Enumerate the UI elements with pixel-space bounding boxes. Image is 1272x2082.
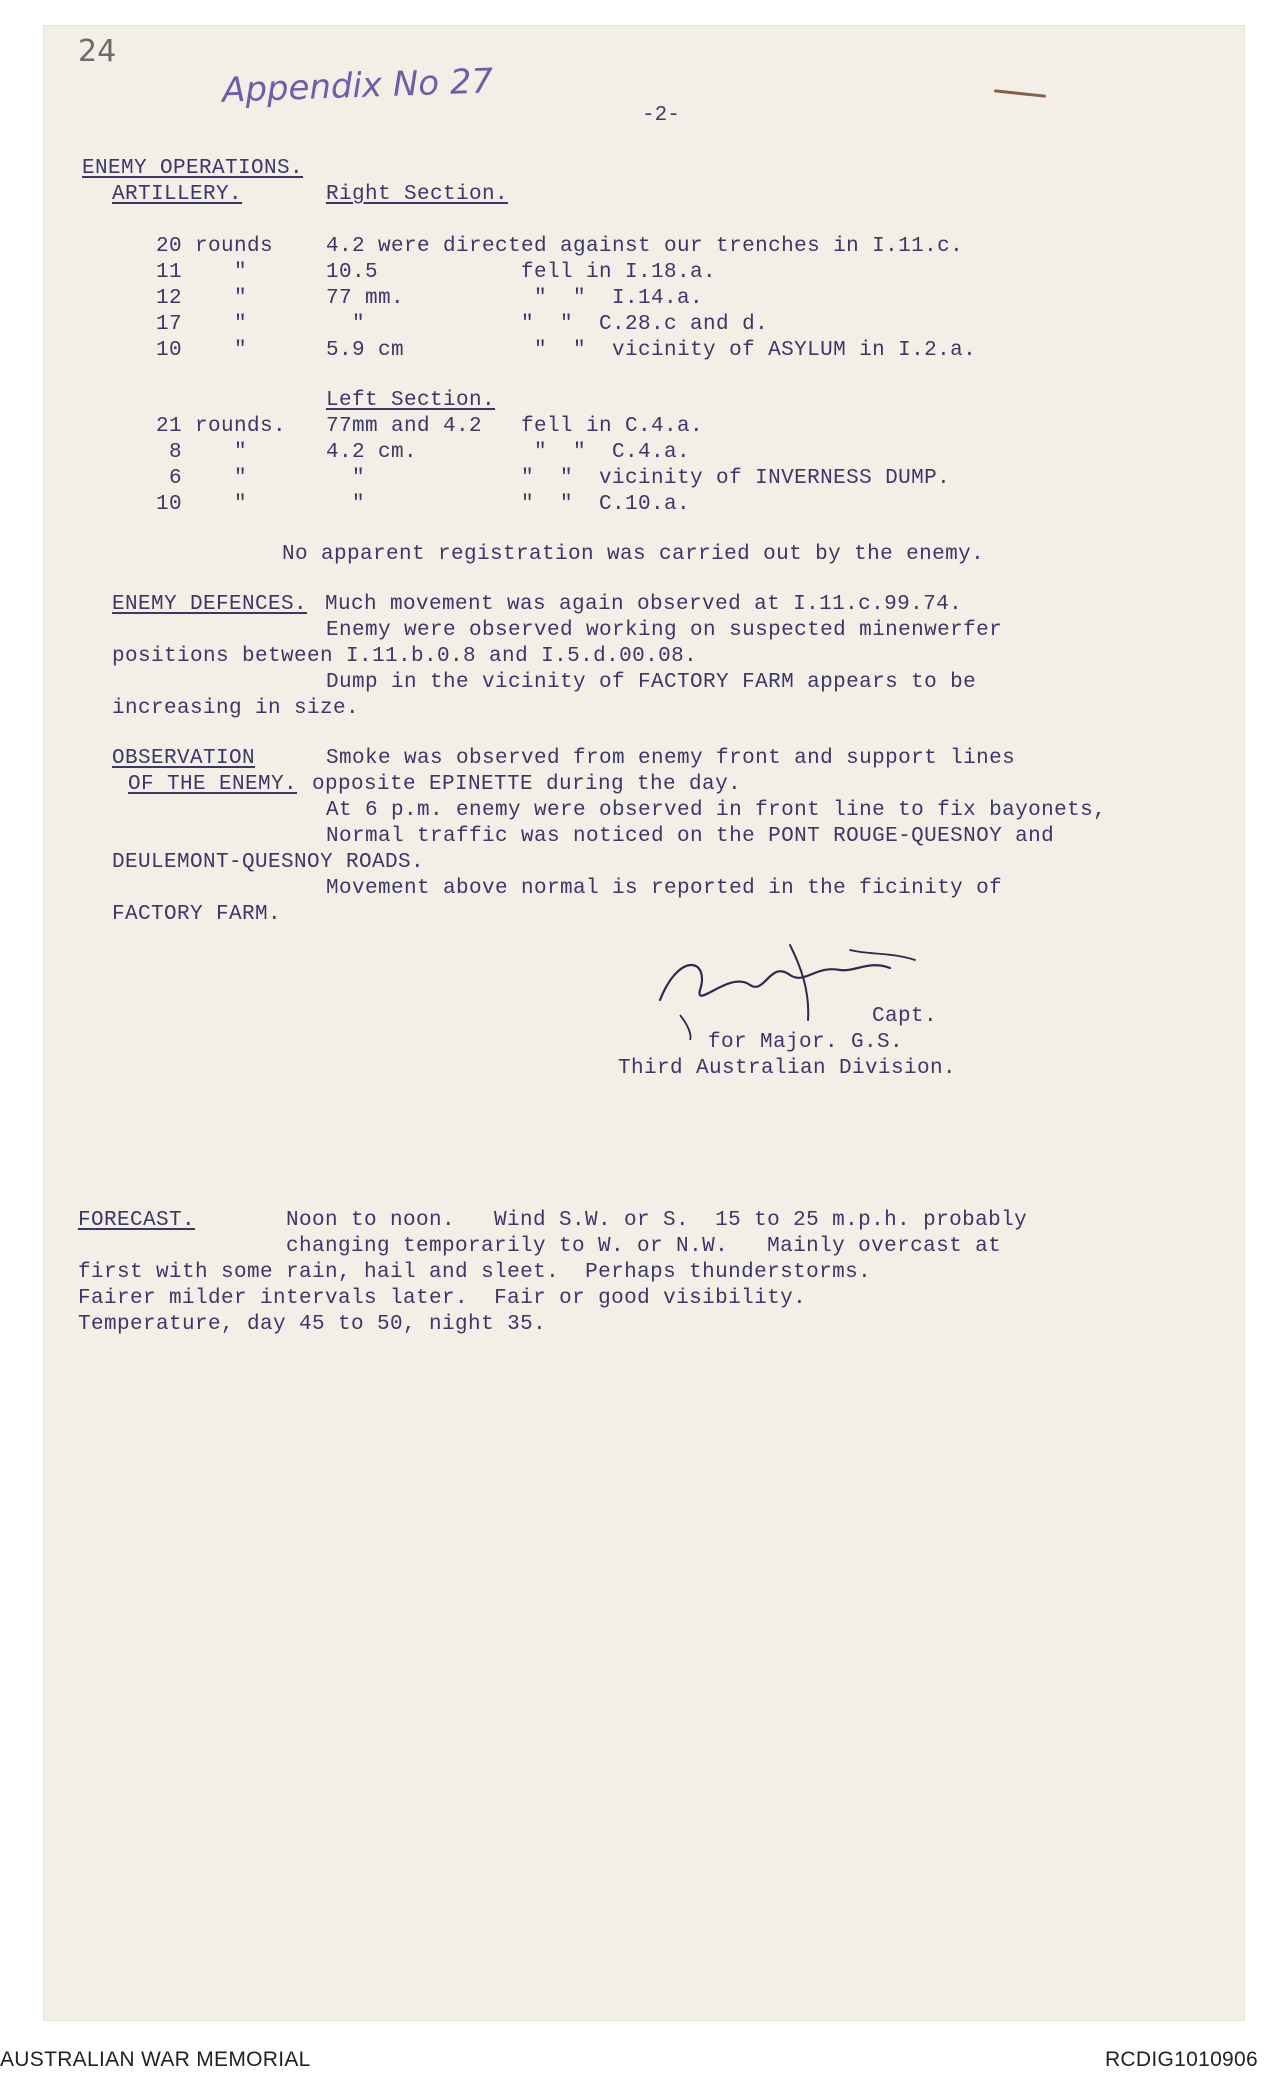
page-marker: -2-: [642, 104, 680, 127]
observation-line: Movement above normal is reported in the ficinity of: [326, 877, 1003, 900]
forecast-line: changing temporarily to W. or N.W. Mainly overcast at: [286, 1235, 1002, 1258]
table-row-count: 10 ": [156, 493, 248, 516]
observation-label: OF THE ENEMY.: [128, 773, 298, 796]
table-row-count: 17 ": [156, 313, 248, 336]
table-row-count: 8 ": [156, 441, 248, 464]
observation-line: Normal traffic was noticed on the PONT ROUGE-QUESNOY and: [326, 825, 1055, 848]
table-row-count: 11 ": [156, 261, 248, 284]
appendix-annotation: Appendix No 27: [221, 61, 494, 111]
forecast-line: Noon to noon. Wind S.W. or S. 15 to 25 m.p.h. probably: [286, 1209, 1028, 1232]
registration-note: No apparent registration was carried out by the enemy.: [282, 543, 985, 566]
observation-line: DEULEMONT-QUESNOY ROADS.: [112, 851, 425, 874]
table-row-detail: " " " vicinity of INVERNESS DUMP.: [326, 467, 951, 490]
table-row-detail: 77mm and 4.2 fell in C.4.a.: [326, 415, 704, 438]
table-row-count: 20 rounds: [156, 235, 274, 258]
defences-line: Much movement was again observed at I.11.c.99.74.: [312, 593, 963, 616]
observation-line: At 6 p.m. enemy were observed in front line to fix bayonets,: [326, 799, 1107, 822]
signature-rank: Capt.: [872, 1005, 938, 1028]
table-row-detail: 4.2 were directed against our trenches in I.11.c.: [326, 235, 964, 258]
defences-line: positions between I.11.b.0.8 and I.5.d.00.08.: [112, 645, 698, 668]
forecast-label: FORECAST.: [78, 1209, 196, 1232]
table-row-count: 10 ": [156, 339, 248, 362]
handwritten-page-number: 24: [78, 34, 117, 69]
observation-line: FACTORY FARM.: [112, 903, 282, 926]
signature-unit: Third Australian Division.: [618, 1057, 957, 1080]
defences-line: Dump in the vicinity of FACTORY FARM appears to be: [326, 671, 977, 694]
table-row-count: 21 rounds.: [156, 415, 287, 438]
left-section-label: Left Section.: [326, 389, 496, 412]
table-row-detail: 77 mm. " " I.14.a.: [326, 287, 704, 310]
observation-line: Smoke was observed from enemy front and support lines: [326, 747, 1016, 770]
table-row-detail: " " " C.10.a.: [326, 493, 691, 516]
forecast-line: first with some rain, hail and sleet. Perhaps thunderstorms.: [78, 1261, 872, 1284]
artillery-label: ARTILLERY.: [112, 183, 243, 206]
signature-for-line: for Major. G.S.: [708, 1031, 904, 1054]
table-row-count: 6 ": [156, 467, 248, 490]
table-row-count: 12 ": [156, 287, 248, 310]
table-row-detail: 5.9 cm " " vicinity of ASYLUM in I.2.a.: [326, 339, 977, 362]
forecast-line: Fairer milder intervals later. Fair or good visibility.: [78, 1287, 807, 1310]
observation-label: OBSERVATION: [112, 747, 256, 770]
enemy-operations-heading: ENEMY OPERATIONS.: [82, 157, 304, 180]
observation-line: opposite EPINETTE during the day.: [312, 773, 742, 796]
forecast-line: Temperature, day 45 to 50, night 35.: [78, 1313, 547, 1336]
defences-line: increasing in size.: [112, 697, 360, 720]
footer-archive-name: AUSTRALIAN WAR MEMORIAL: [0, 2048, 311, 2071]
footer-record-id: RCDIG1010906: [1104, 2048, 1258, 2071]
table-row-detail: " " " C.28.c and d.: [326, 313, 769, 336]
bleed-through-texture: [150, 130, 1240, 2010]
table-row-detail: 4.2 cm. " " C.4.a.: [326, 441, 691, 464]
right-section-label: Right Section.: [326, 183, 509, 206]
enemy-defences-label: ENEMY DEFENCES.: [112, 593, 308, 616]
defences-line: Enemy were observed working on suspected minenwerfer: [326, 619, 1003, 642]
table-row-detail: 10.5 fell in I.18.a.: [326, 261, 717, 284]
